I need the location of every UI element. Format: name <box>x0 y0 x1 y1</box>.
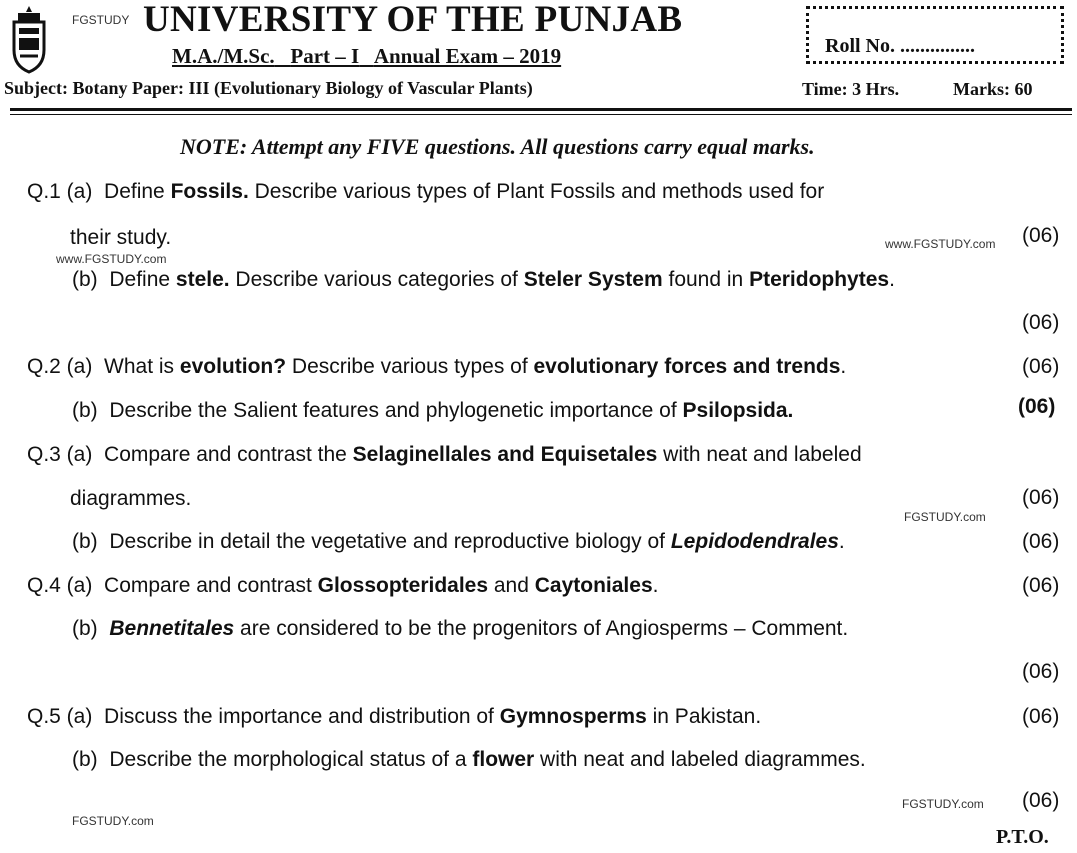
q1-b-marks: (06) <box>1022 311 1060 334</box>
subject-line: Subject: Botany Paper: III (Evolutionary Biology of Vascular Plants) <box>4 78 533 98</box>
header-rule-thin <box>10 114 1072 115</box>
header-rule-thick <box>10 108 1072 111</box>
q3-a-continuation: diagrammes. <box>70 487 192 510</box>
watermark: www.FGSTUDY.com <box>885 237 996 251</box>
exam-line <box>172 44 561 69</box>
watermark: FGSTUDY.com <box>904 510 986 524</box>
roll-number-box <box>806 6 1064 64</box>
q4-a-marks: (06) <box>1022 574 1060 597</box>
q2-b-marks: (06) <box>1018 395 1056 418</box>
q1-a: Q.1 (a) Define Fossils. Describe various types of Plant Fossils and methods used for <box>27 180 825 203</box>
watermark: FGSTUDY.com <box>902 797 984 811</box>
q2-a: Q.2 (a) What is evolution? Describe various types of evolutionary forces and trends. <box>27 355 847 378</box>
time-label: Time: 3 Hrs. <box>802 79 900 99</box>
program: M.A./M.Sc. <box>172 44 275 68</box>
q5-a-marks: (06) <box>1022 705 1060 728</box>
roll-no-label: Roll No. ............... <box>825 35 975 57</box>
watermark-top: FGSTUDY <box>72 13 130 27</box>
part: Part – I <box>290 44 360 68</box>
marks-label: Marks: 60 <box>953 79 1033 99</box>
q5-a: Q.5 (a) Discuss the importance and distribution of Gymnosperms in Pakistan. <box>27 705 762 728</box>
q1-b: (b) Define stele. Describe various categories of Steler System found in Pteridophytes. <box>72 268 895 291</box>
pto-label: P.T.O. <box>996 826 1049 848</box>
watermark: FGSTUDY.com <box>72 814 154 828</box>
q3-b-marks: (06) <box>1022 530 1060 553</box>
exam-title: Annual Exam – 2019 <box>373 44 562 68</box>
q4-b: (b) Bennetitales are considered to be the progenitors of Angiosperms – Comment. <box>72 617 849 640</box>
q4-b-marks: (06) <box>1022 660 1060 683</box>
exam-note: NOTE: Attempt any FIVE questions. All questions carry equal marks. <box>180 134 815 159</box>
q3-a-marks: (06) <box>1022 486 1060 509</box>
q5-b-marks: (06) <box>1022 789 1060 812</box>
watermark: www.FGSTUDY.com <box>56 252 167 266</box>
q3-b: (b) Describe in detail the vegetative and reproductive biology of Lepidodendrales. <box>72 530 845 553</box>
university-logo <box>8 4 50 76</box>
q3-a: Q.3 (a) Compare and contrast the Selaginellales and Equisetales with neat and labeled <box>27 443 862 466</box>
q5-b: (b) Describe the morphological status of a flower with neat and labeled diagrammes. <box>72 748 866 771</box>
q1-a-continuation: their study. <box>70 226 172 249</box>
university-title: UNIVERSITY OF THE PUNJAB <box>143 0 683 40</box>
q2-b: (b) Describe the Salient features and phylogenetic importance of Psilopsida. <box>72 399 794 422</box>
q2-a-marks: (06) <box>1022 355 1060 378</box>
q4-a: Q.4 (a) Compare and contrast Glossopteridales and Caytoniales. <box>27 574 659 597</box>
q1-a-marks: (06) <box>1022 224 1060 247</box>
